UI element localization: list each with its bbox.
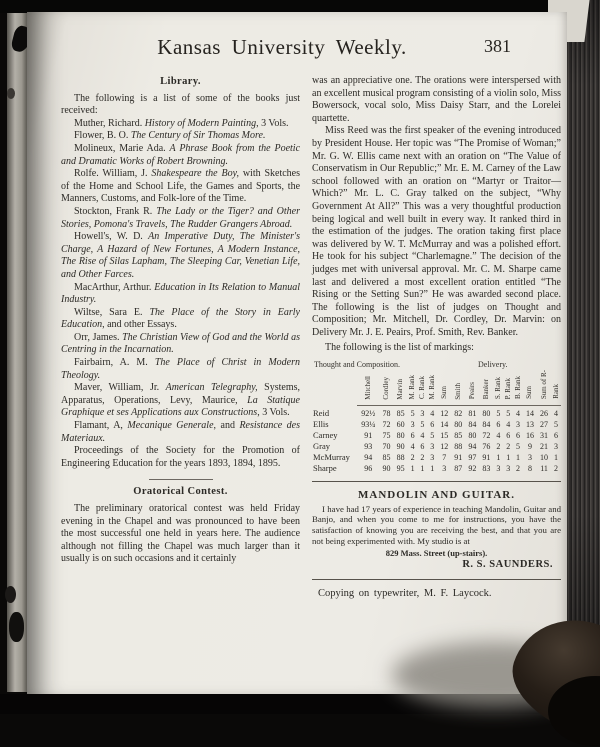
group-label-thought: Thought and Composition. xyxy=(314,360,401,370)
table-cell: 88 xyxy=(396,453,405,463)
table-cell: 3 xyxy=(430,442,435,452)
table-cell: 91 xyxy=(454,453,463,463)
library-intro: The following is a list of some of the books just received: xyxy=(61,92,301,117)
ad-address: 829 Mass. Street (up-stairs). xyxy=(385,548,488,559)
book-entry: Stockton, Frank R. The Lady or the Tiger? and Other Stories, Pomona's Travels, The Rudder Grangers Abroad. xyxy=(61,205,301,230)
table-cell: 5 xyxy=(410,409,415,419)
table-cell: 9 xyxy=(527,442,532,452)
table-cell: 6 xyxy=(420,442,425,452)
table-cell: 96 xyxy=(364,464,373,474)
table-cell: 6 xyxy=(410,431,415,441)
ad-heading: MANDOLIN AND GUITAR. xyxy=(358,489,515,502)
table-row xyxy=(312,406,561,420)
table-cell: 7 xyxy=(442,453,447,463)
book-entry: Maver, William, Jr. American Telegraphy, Systems, Apparatus, Operations, Levy, Maurice, La Statique Graphique et ses Applications aux Constructions, 3 Vols. xyxy=(61,382,301,419)
table-cell: 4 xyxy=(430,409,435,419)
gutter-ink-mark xyxy=(5,586,16,603)
table-cell: 70 xyxy=(382,442,391,452)
column-header: P. Rank xyxy=(503,370,513,406)
masthead-row xyxy=(27,35,567,65)
section-divider xyxy=(149,479,213,480)
table-cell: 13 xyxy=(525,420,534,430)
book-entry: Fairbairn, A. M. The Place of Christ in Modern Theology. xyxy=(61,357,301,381)
table-cell: 91 xyxy=(364,431,373,441)
table-cell: 1 xyxy=(506,453,511,463)
column-header: C. Rank xyxy=(417,370,427,406)
paragraph: was an appreciative one. The orations were interspersed with an excellent musical program consisting of a violin solo, Miss Bowersock, vocal solo, Miss Daisy Starr, and the Lorelei quartette. xyxy=(312,75,561,124)
row-label: Ellis xyxy=(313,419,329,430)
table-cell: 85 xyxy=(382,453,391,463)
table-cell: 12 xyxy=(440,409,449,419)
table-cell: 5 xyxy=(420,420,425,430)
table-cell: 21 xyxy=(540,442,549,452)
table-cell: 31 xyxy=(540,431,549,441)
table-cell: 4 xyxy=(506,420,511,430)
table-cell: 84 xyxy=(468,420,477,430)
table-cell: 78 xyxy=(382,409,391,419)
table-cell: 95 xyxy=(396,464,405,474)
column-header: Mitchell xyxy=(357,370,380,406)
column-header: Rank xyxy=(551,370,561,406)
group-label-delivery: Delivery. xyxy=(478,360,508,370)
table-cell: 3 xyxy=(430,453,435,463)
table-cell: 4 xyxy=(496,431,501,441)
ad-signature: R. S. SAUNDERS. xyxy=(462,559,553,571)
right-paragraphs xyxy=(312,75,561,339)
table-cell: 5 xyxy=(516,442,521,452)
table-cell: 84 xyxy=(482,420,491,430)
table-cell: 10 xyxy=(540,453,549,463)
markings-table xyxy=(312,370,561,474)
gutter-ink-mark xyxy=(9,612,24,642)
book-entry: MacArthur, Arthur. Education in Its Relation to Manual Industry. xyxy=(61,281,301,306)
table-cell: 92 xyxy=(468,464,477,474)
table-cell: 91 xyxy=(482,453,491,463)
library-heading: Library. xyxy=(160,76,201,87)
table-cell: 85 xyxy=(396,409,405,419)
table-cell: 2 xyxy=(496,442,501,452)
table-cell: 3 xyxy=(506,464,511,474)
table-row xyxy=(312,430,561,441)
table-cell: 93¼ xyxy=(361,420,376,430)
scanned-page xyxy=(27,12,567,694)
table-cell: 3 xyxy=(496,464,501,474)
row-label: Sharpe xyxy=(313,463,337,474)
table-cell: 5 xyxy=(496,409,501,419)
table-cell: 90 xyxy=(382,464,391,474)
table-cell: 4 xyxy=(516,409,521,419)
row-label: Gray xyxy=(313,441,331,452)
table-cell: 4 xyxy=(410,442,415,452)
columns xyxy=(61,75,561,600)
table-cell: 60 xyxy=(396,420,405,430)
column-header: Smith xyxy=(451,370,465,406)
table-cell: 5 xyxy=(506,409,511,419)
ad-bottom-rule xyxy=(312,579,561,580)
table-cell: 80 xyxy=(396,431,405,441)
table-row xyxy=(312,441,561,452)
table-cell: 88 xyxy=(454,442,463,452)
book-entry: Howell's, W. D. An Imperative Duty, The Minister's Charge, A Hazard of New Fortunes, A Modern Instance, The Rise of Silas Lapham, The Sleeping Car, Venetian Life, and Other Farces. xyxy=(61,231,301,280)
table-cell: 6 xyxy=(496,420,501,430)
table-cell: 14 xyxy=(440,420,449,430)
column-header: Sum xyxy=(437,370,451,406)
markings-intro: The following is the list of markings: xyxy=(325,342,474,354)
table-cell: 82 xyxy=(454,409,463,419)
table-cell: 2 xyxy=(554,464,559,474)
table-cell: 72 xyxy=(482,431,491,441)
table-cell: 1 xyxy=(516,453,521,463)
column-header: B. Rank xyxy=(513,370,523,406)
table-cell: 6 xyxy=(430,420,435,430)
table-row xyxy=(312,419,561,430)
table-cell: 3 xyxy=(554,442,559,452)
column-header: Sum of R- xyxy=(537,370,551,406)
column-header: S. Rank xyxy=(493,370,503,406)
table-cell: 75 xyxy=(382,431,391,441)
table-cell: 3 xyxy=(420,409,425,419)
table-cell: 1 xyxy=(410,464,415,474)
table-cell: 5 xyxy=(554,420,559,430)
oratorical-paragraph: The preliminary oratorical contest was held Friday evening in the Chapel and was pronounced to have been the most successful one held in years here. The audience although not filling the Chapel was much larger than it usually is on such occasions and it certainly xyxy=(61,503,301,565)
table-cell: 6 xyxy=(506,431,511,441)
table-cell: 16 xyxy=(525,431,534,441)
table-cell: 3 xyxy=(442,464,447,474)
table-cell: 81 xyxy=(468,409,477,419)
table-cell: 6 xyxy=(554,431,559,441)
book-entry: Proceedings of the Society for the Promotion of Engineering Education for the years 1893, 1894, 1895. xyxy=(61,445,301,469)
table-cell: 15 xyxy=(440,431,449,441)
book-entry: Rolfe. William, J. Shakespeare the Boy, with Sketches of the Home and School Life, the Games and Sports, the Manners, Customs, and Folk-lore of the Time. xyxy=(61,168,301,205)
column-header: Marvin xyxy=(394,370,408,406)
table-cell: 87 xyxy=(454,464,463,474)
table-row xyxy=(312,463,561,474)
table-cell: 94 xyxy=(364,453,373,463)
table-cell: 2 xyxy=(420,453,425,463)
book-entry: Muther, Richard. History of Modern Painting, 3 Vols. xyxy=(74,117,289,129)
row-label: Carney xyxy=(313,430,338,441)
book-entry: Flamant, A, Mecanique Generale, and Resistance des Materiaux. xyxy=(61,420,301,444)
table-cell: 1 xyxy=(496,453,501,463)
table-cell: 80 xyxy=(468,431,477,441)
gutter-ink-mark xyxy=(7,88,15,99)
book-entry: Molineux, Marie Ada. A Phrase Book from the Poetic and Dramatic Works of Robert Browning. xyxy=(61,142,301,167)
column-header: Cordley xyxy=(380,370,394,406)
table-cell: 8 xyxy=(527,464,532,474)
table-cell: 97 xyxy=(468,453,477,463)
book-entry: Flower, B. O. The Century of Sir Thomas More. xyxy=(74,130,266,142)
table-cell: 90 xyxy=(396,442,405,452)
table-cell: 11 xyxy=(540,464,548,474)
ad-body-text: I have had 17 years of experience in teaching Mandolin, Guitar and Banjo, and when you come to me for instructions, you have the satisfaction of knowing you are receiving the best, and that you are not being experimented with. My studio is at xyxy=(312,503,561,546)
table-cell: 4 xyxy=(420,431,425,441)
paragraph: Miss Reed was the first speaker of the evening introduced by President House. Her topic was “The Promise of Woman;” Mr. G. W. Ellis came next with an oration on “The Value of Conservatism in Our Republic;” Mr. E. M. Carney of the Law school followed with an oration on “Martyr or Traitor—Which?” Mr. L. C. Gray talked on the subject, “Why Government At All?” This was a very thoughtful production being logical and well built in every way. It ranked third in the estimation of the judges. The oration taking first place was delivered by W. T. McMurray and was a polished effort. He took for his subject “Charlemagne.” The decision of the judges met with universal approval. Mr. C. M. Sharpe came last and delivered a most excellent oration entitled “The Rising or the Setting Sun?” He was awarded second place. The following is the list of judges on Thought and Composition; Mr. Mitchell, Dr. Cordley, Dr. Marvin: on Delivery Mr. J. E. Peairs, Prof. Smith, Rev. Banker. xyxy=(312,125,561,338)
table-cell: 1 xyxy=(420,464,425,474)
row-label: Reid xyxy=(313,407,330,418)
table-cell: 2 xyxy=(506,442,511,452)
table-cell: 92½ xyxy=(361,409,376,419)
table-cell: 27 xyxy=(540,420,549,430)
table-cell: 2 xyxy=(516,464,521,474)
column-header: M. Rank xyxy=(408,370,418,406)
table-cell: 76 xyxy=(482,442,491,452)
mandolin-ad xyxy=(312,489,561,572)
table-cell: 4 xyxy=(554,409,559,419)
right-column xyxy=(312,75,561,600)
table-cell: 1 xyxy=(430,464,435,474)
table-cell: 5 xyxy=(430,431,435,441)
table-cell: 83 xyxy=(482,464,491,474)
oratorical-heading: Oratorical Contest. xyxy=(133,486,228,498)
left-column xyxy=(61,75,300,600)
table-cell: 14 xyxy=(525,409,534,419)
page-number: 381 xyxy=(484,36,511,56)
column-header: Banker xyxy=(479,370,493,406)
page-edge-texture xyxy=(566,0,600,714)
table-cell: 6 xyxy=(516,431,521,441)
table-cell: 1 xyxy=(554,453,559,463)
column-header: Peairs xyxy=(465,370,479,406)
table-cell: 93 xyxy=(364,442,373,452)
column-header: Sum xyxy=(523,370,537,406)
table-cell: 80 xyxy=(482,409,491,419)
table-cell: 3 xyxy=(527,453,532,463)
table-cell: 94 xyxy=(468,442,477,452)
table-cell: 2 xyxy=(410,453,415,463)
table-cell: 85 xyxy=(454,431,463,441)
column-header: M. Rank xyxy=(427,370,437,406)
ad-top-rule xyxy=(312,481,561,482)
table-header-row xyxy=(312,370,561,406)
table-corner-cell xyxy=(312,370,357,406)
table-cell: 3 xyxy=(516,420,521,430)
table-cell: 26 xyxy=(540,409,549,419)
table-body xyxy=(312,406,561,475)
table-cell: 80 xyxy=(454,420,463,430)
row-label: McMurray xyxy=(313,452,350,463)
book-entry: Orr, James. The Christian View of God and the World as Centring in the Incarnation. xyxy=(61,331,301,356)
book-entry: Wiltse, Sara E. The Place of the Story in Early Education, and other Essays. xyxy=(61,306,300,331)
table-row xyxy=(312,452,561,463)
table-cell: 12 xyxy=(440,442,449,452)
table-cell: 72 xyxy=(382,420,391,430)
book-list xyxy=(61,118,300,471)
typewriter-notice: Copying on typewriter, M. F. Laycock. xyxy=(318,587,492,599)
table-cell: 3 xyxy=(410,420,415,430)
masthead-title: Kansas University Weekly. xyxy=(157,35,407,59)
table-group-labels xyxy=(312,360,561,369)
